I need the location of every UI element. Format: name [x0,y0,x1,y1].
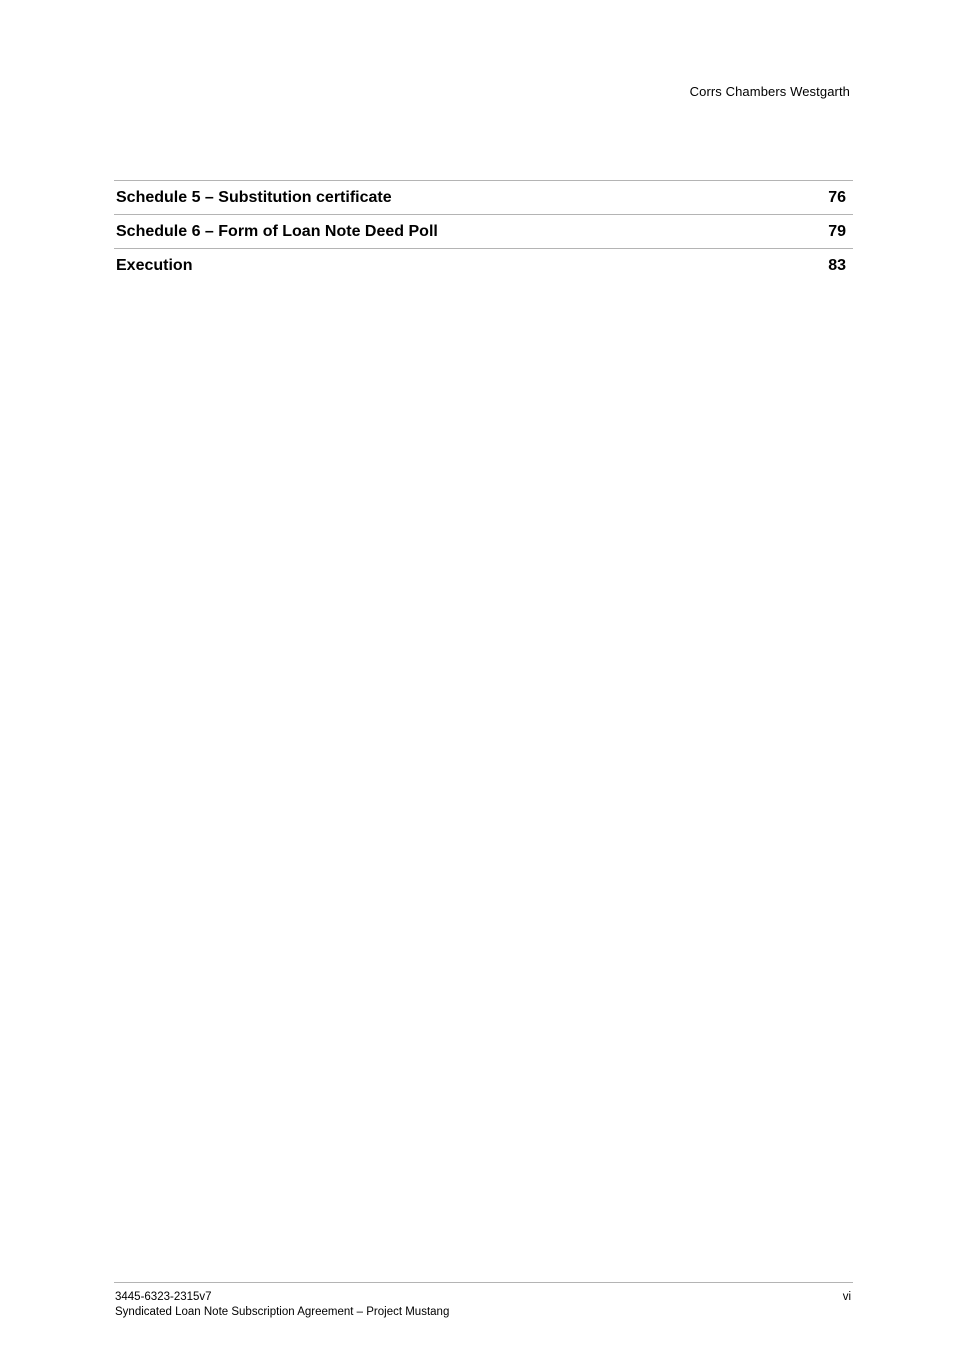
footer-document-title: Syndicated Loan Note Subscription Agreement – Project Mustang [115,1306,450,1318]
toc-entry[interactable] [114,214,853,248]
toc-entry-page: 83 [828,256,846,274]
toc-entry[interactable] [114,248,853,282]
toc-entry-title: Execution [116,256,193,274]
toc-entry-page: 79 [828,222,846,240]
footer-divider [114,1282,853,1283]
toc-entry-title: Schedule 5 – Substitution certificate [116,188,392,206]
footer-document-id: 3445-6323-2315v7 [115,1291,212,1303]
header-firm-name: Corrs Chambers Westgarth [689,84,850,99]
footer-page-number: vi [842,1291,851,1303]
toc-entry-page: 76 [828,188,846,206]
toc-entry[interactable] [114,180,853,214]
toc-entry-title: Schedule 6 – Form of Loan Note Deed Poll [116,222,438,240]
table-of-contents [114,180,853,282]
